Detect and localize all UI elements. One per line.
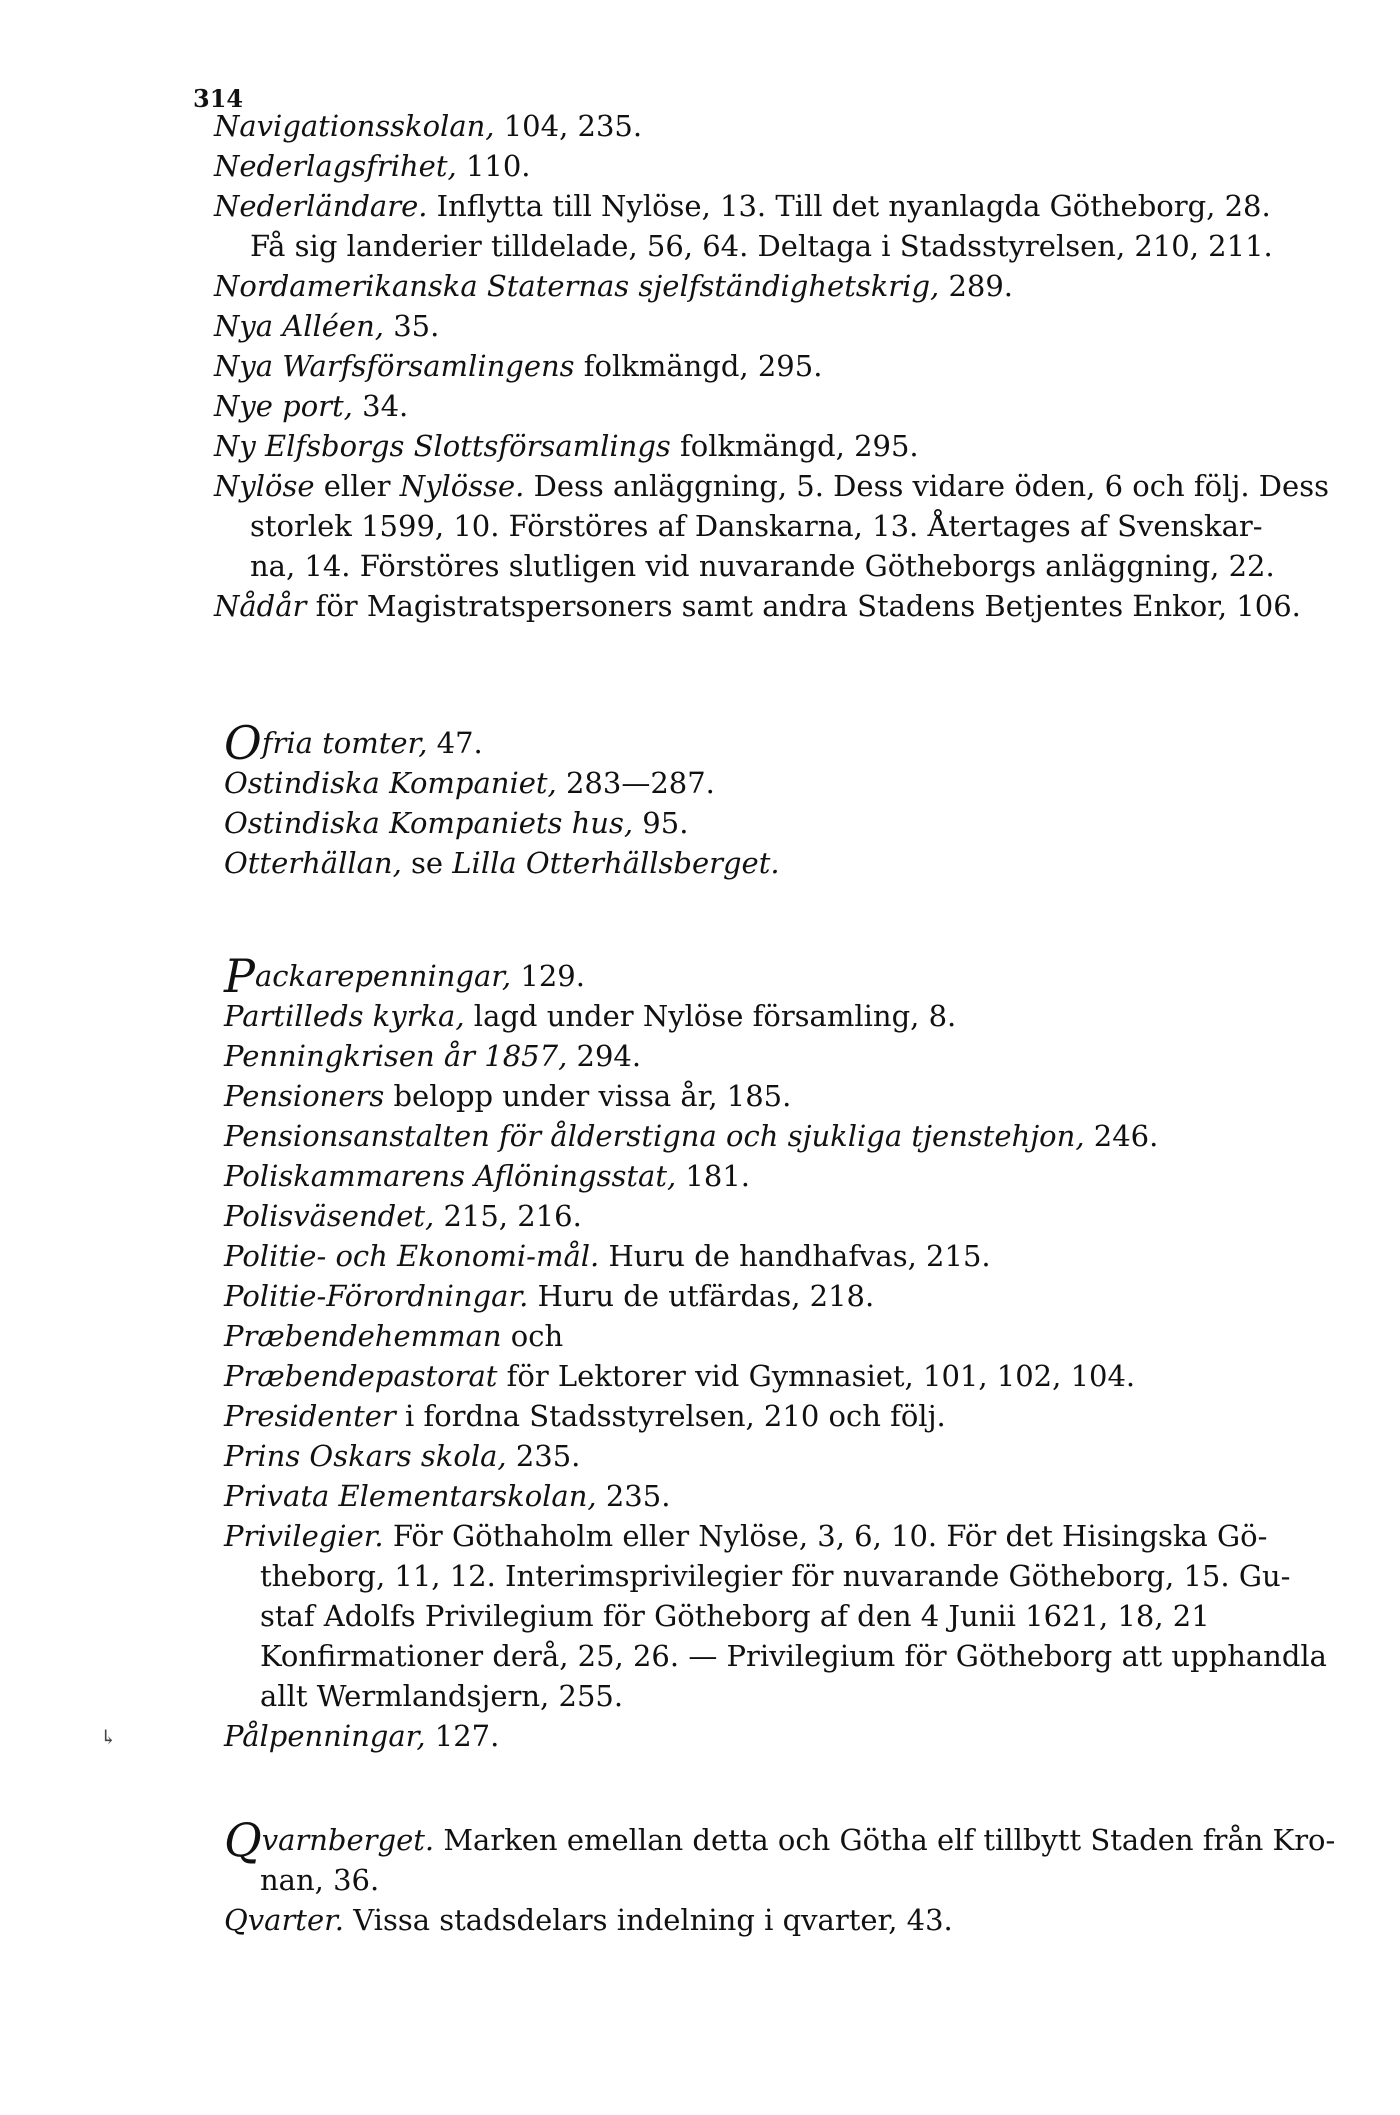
index-entry (224, 1316, 1364, 1356)
index-entry (224, 1813, 1364, 1867)
entry-headword: Nådår (214, 589, 307, 623)
index-entry (224, 843, 1364, 883)
entry-text: 129. (511, 959, 585, 993)
index-entry-continuation (214, 506, 1354, 546)
entry-text: Få sig landerier tilldelade, 56, 64. Deltaga i Stadsstyrelsen, 210, 211. (250, 229, 1273, 263)
index-entry (224, 1436, 1364, 1476)
entry-headword: Nya Alléen, (214, 309, 384, 343)
section-n (214, 106, 1354, 626)
index-entry (224, 1036, 1364, 1076)
index-entry (224, 1516, 1364, 1556)
entry-text: belopp under vissa år, 185. (384, 1079, 792, 1113)
entry-headword: Ostindiska Kompaniets hus, (224, 806, 634, 840)
entry-text: För Göthaholm eller Nylöse, 3, 6, 10. För det Hisingska Gö- (383, 1519, 1268, 1553)
entry-text: 127. (425, 1719, 500, 1753)
entry-headword: varnberget. (261, 1823, 435, 1857)
index-entry (214, 386, 1354, 426)
entry-text: 110. (456, 149, 531, 183)
entry-text: Vissa stadsdelars indelning i qvarter, 43. (344, 1903, 953, 1937)
entry-headword: Nederländare. (214, 189, 428, 223)
entry-text: 34. (352, 389, 409, 423)
entry-headword: Politie- och Ekonomi-mål. (224, 1239, 600, 1273)
entry-headword: Politie-Förordningar. (224, 1279, 529, 1313)
entry-text: 289. (939, 269, 1014, 303)
entry-text: allt Wermlandsjern, 255. (260, 1679, 624, 1713)
entry-headword: Nylöse (214, 469, 315, 503)
entry-text: 235. (596, 1479, 671, 1513)
entry-headword: Præbendepastorat (224, 1359, 498, 1393)
entry-headword: Nederlagsfrihet, (214, 149, 457, 183)
index-entry (224, 949, 1364, 1003)
entry-text: 181. (676, 1159, 750, 1193)
entry-crossref: Lilla Otterhällsberget. (452, 846, 780, 880)
index-entry-continuation (224, 1636, 1364, 1676)
index-entry-continuation (214, 546, 1354, 586)
entry-text: 95. (633, 806, 689, 840)
entry-text: och (501, 1319, 564, 1353)
index-entry (224, 803, 1364, 843)
entry-text: folkmängd, 295. (670, 429, 919, 463)
entry-text: 104, 235. (494, 109, 643, 143)
index-entry (224, 1156, 1364, 1196)
index-entry (214, 146, 1354, 186)
index-entry (224, 763, 1364, 803)
index-entry (214, 306, 1354, 346)
index-entry-continuation (214, 226, 1354, 266)
entry-text: Huru de utfärdas, 218. (528, 1279, 875, 1313)
section-initial: O (224, 716, 262, 770)
index-entry (214, 466, 1354, 506)
entry-headword: Nye port, (214, 389, 353, 423)
index-entry (224, 1116, 1364, 1156)
section-initial: Q (224, 1813, 262, 1867)
index-entry (224, 1900, 1364, 1940)
index-entry (214, 186, 1354, 226)
entry-headword: Pensioners (224, 1079, 385, 1113)
index-entry (214, 586, 1354, 626)
entry-text: 283—287. (556, 766, 715, 800)
index-entry (214, 426, 1354, 466)
entry-crossref: Nylösse. (399, 469, 525, 503)
section-o (224, 716, 1364, 883)
entry-text: 215, 216. (434, 1199, 582, 1233)
entry-text: folkmängd, 295. (574, 349, 823, 383)
index-entry (214, 266, 1354, 306)
entry-headword: Polisväsendet, (224, 1199, 435, 1233)
index-entry (224, 996, 1364, 1036)
section-p (224, 949, 1364, 1756)
index-entry (224, 1076, 1364, 1116)
entry-text: staf Adolfs Privilegium för Götheborg af den 4 Junii 1621, 18, 21 (260, 1599, 1210, 1633)
entry-headword: Nordamerikanska Staternas sjelfständighetskrig, (214, 269, 940, 303)
entry-text: Marken emellan detta och Götha elf tillbytt Staden från Kro- (434, 1823, 1336, 1857)
entry-text: Konfirmationer derå, 25, 26. — Privilegium för Götheborg att upphandla (260, 1639, 1327, 1673)
entry-headword: Poliskammarens Aflöningsstat, (224, 1159, 677, 1193)
entry-headword: Præbendehemman (224, 1319, 502, 1353)
index-entry (224, 1396, 1364, 1436)
page-number: 314 (193, 84, 244, 113)
entry-headword: Pensionsanstalten för ålderstigna och sjukliga tjenstehjon, (224, 1119, 1085, 1153)
entry-text: 246. (1084, 1119, 1159, 1153)
entry-text: Huru de handhafvas, 215. (599, 1239, 991, 1273)
entry-headword: Nya Warfsförsamlingens (214, 349, 575, 383)
section-initial: P (224, 949, 255, 1003)
entry-headword: Presidenter (224, 1399, 396, 1433)
index-entry (214, 346, 1354, 386)
entry-headword: ackarepenningar, (254, 959, 512, 993)
entry-text: för Lektorer vid Gymnasiet, 101, 102, 104. (497, 1359, 1136, 1393)
index-entry-continuation (224, 1676, 1364, 1716)
entry-text: eller (314, 469, 400, 503)
margin-mark: ↳ (100, 1725, 117, 1749)
index-entry (224, 1356, 1364, 1396)
entry-headword: Penningkrisen år 1857, (224, 1039, 568, 1073)
section-q (224, 1813, 1364, 1940)
entry-text: 47. (427, 726, 483, 760)
entry-text: storlek 1599, 10. Förstöres af Danskarna, 13. Återtages af Svenskar- (250, 509, 1263, 543)
entry-headword: Pålpenningar, (224, 1719, 426, 1753)
entry-headword: Privilegier. (224, 1519, 384, 1553)
index-entry (224, 1236, 1364, 1276)
index-entry (224, 1716, 1364, 1756)
entry-text: lagd under Nylöse församling, 8. (464, 999, 957, 1033)
index-entry (214, 106, 1354, 146)
entry-text: 35. (383, 309, 440, 343)
entry-headword: Partilleds kyrka, (224, 999, 465, 1033)
entry-text: theborg, 11, 12. Interimsprivilegier för nuvarande Götheborg, 15. Gu- (260, 1559, 1291, 1593)
entry-text: nan, 36. (260, 1863, 380, 1897)
index-entry-continuation (224, 1556, 1364, 1596)
entry-text: na, 14. Förstöres slutligen vid nuvarande Götheborgs anläggning, 22. (250, 549, 1275, 583)
index-entry-continuation (224, 1596, 1364, 1636)
entry-text: 294. (567, 1039, 642, 1073)
entry-text: för Magistratspersoners samt andra Stadens Betjentes Enkor, 106. (306, 589, 1301, 623)
index-entry (224, 1476, 1364, 1516)
entry-text: 235. (506, 1439, 581, 1473)
entry-text: se (401, 846, 453, 880)
index-entry (224, 1196, 1364, 1236)
entry-headword: Prins Oskars skola, (224, 1439, 507, 1473)
entry-headword: Ostindiska Kompaniet, (224, 766, 557, 800)
entry-text: Inflytta till Nylöse, 13. Till det nyanlagda Götheborg, 28. (427, 189, 1271, 223)
index-entry-continuation (224, 1860, 1364, 1900)
entry-headword: Ny Elfsborgs Slottsförsamlings (214, 429, 671, 463)
entry-headword: Otterhällan, (224, 846, 402, 880)
entry-headword: Qvarter. (224, 1903, 345, 1937)
entry-headword: fria tomter, (261, 726, 428, 760)
index-entry (224, 1276, 1364, 1316)
entry-headword: Privata Elementarskolan, (224, 1479, 597, 1513)
entry-text: i fordna Stadsstyrelsen, 210 och följ. (395, 1399, 946, 1433)
index-entry (224, 716, 1364, 770)
entry-text: Dess anläggning, 5. Dess vidare öden, 6 och följ. Dess (524, 469, 1329, 503)
entry-headword: Navigationsskolan, (214, 109, 495, 143)
